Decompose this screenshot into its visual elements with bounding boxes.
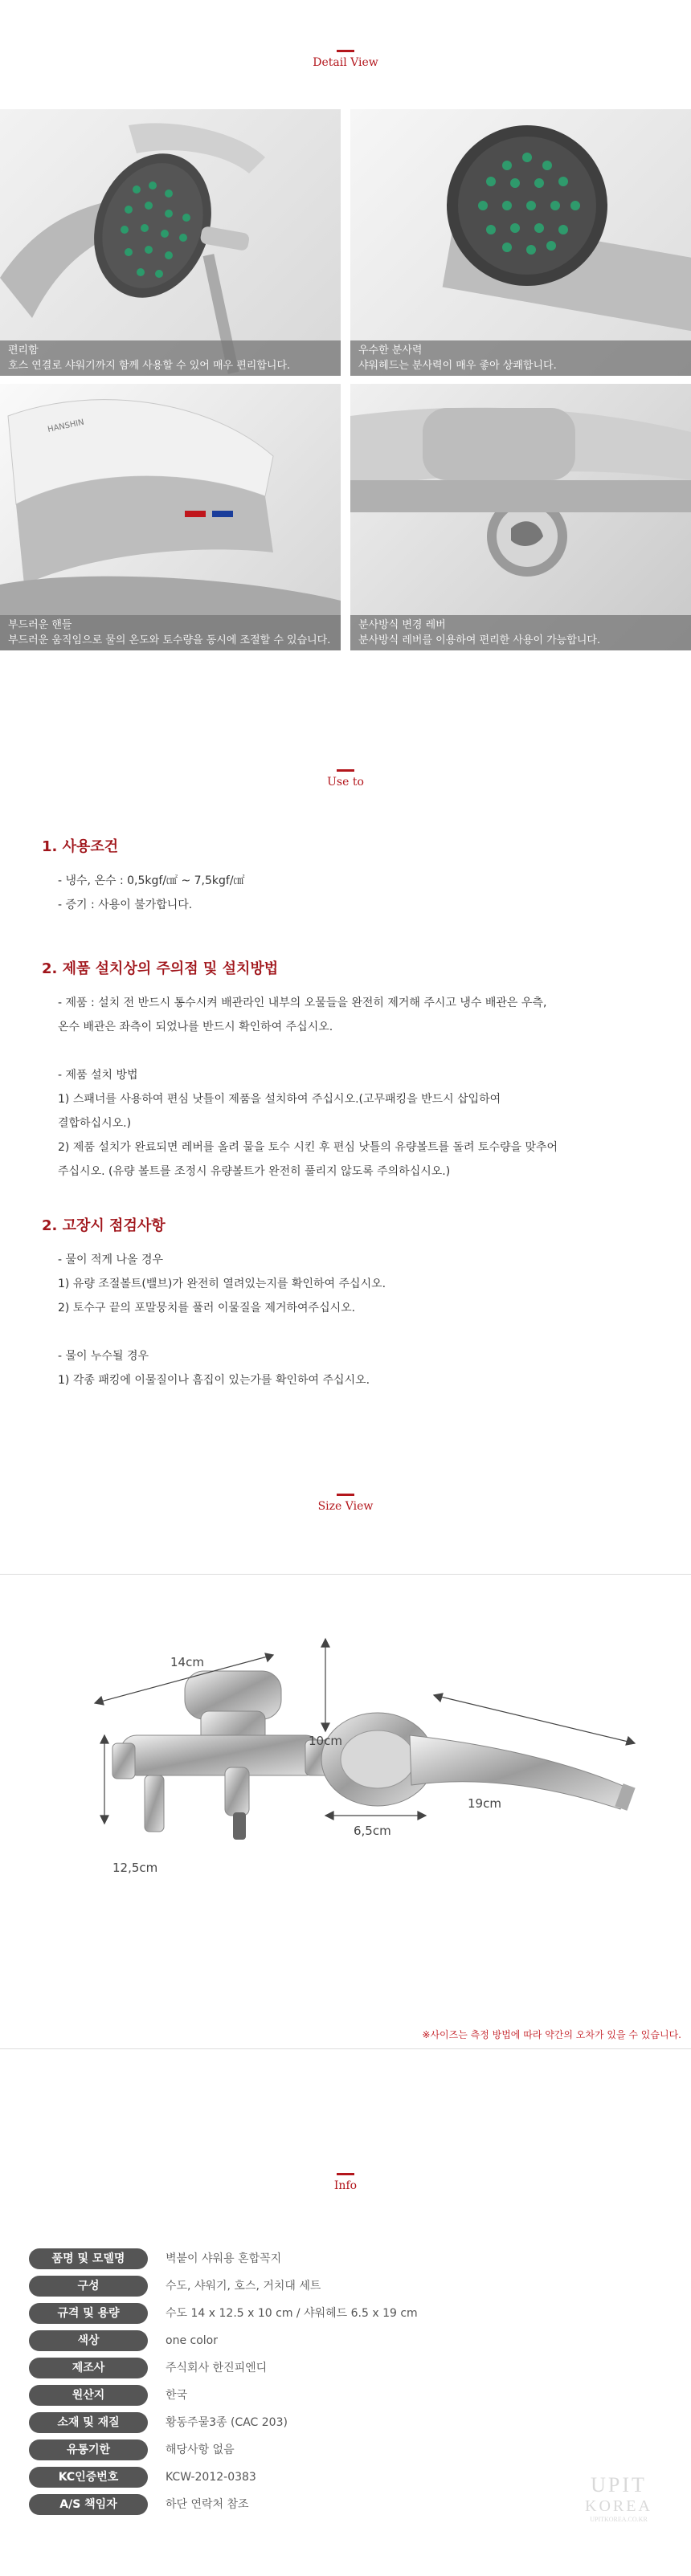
- info-label: 소재 및 재질: [29, 2412, 148, 2433]
- diverter-lever-image: [350, 384, 691, 650]
- photo-convenience: [0, 109, 341, 376]
- info-value: 하단 연락처 참조: [166, 2498, 249, 2511]
- dimension-faucet-height: 10cm: [309, 1734, 342, 1748]
- usage-line: - 증기 : 사용이 불가합니다.: [58, 899, 193, 911]
- usage-line: [42, 1039, 558, 1063]
- watermark-line: UPIT: [591, 2473, 647, 2497]
- photo-caption: [0, 615, 341, 650]
- caption-text: 부드러운 움직임으로 물의 온도와 토수량을 동시에 조절할 수 있습니다.: [8, 634, 331, 646]
- info-value: 해당사항 없음: [166, 2444, 235, 2456]
- faucet-with-showerhead-image: [0, 109, 341, 376]
- svg-text:HANSHIN: HANSHIN: [47, 418, 85, 434]
- dimension-head-length: 19cm: [468, 1796, 501, 1811]
- usage-section: [42, 957, 558, 1184]
- faucet-handle-image: [0, 384, 341, 650]
- photo-spray-power: [350, 109, 691, 376]
- brand-watermark: [562, 2473, 675, 2523]
- photo-caption: [350, 340, 691, 376]
- usage-line: - 물이 적게 나올 경우: [58, 1253, 164, 1266]
- caption-text: 분사방식 레버를 이용하여 편리한 사용이 가능합니다.: [358, 634, 601, 646]
- usage-line: 온수 배관은 좌측이 되었나를 반드시 확인하여 주십시오.: [58, 1021, 333, 1033]
- usage-section: [42, 835, 245, 917]
- info-label: 품명 및 모델명: [29, 2248, 148, 2269]
- usage-line: - 냉수, 온수 : 0,5kgf/㎠ ~ 7,5kgf/㎠: [58, 874, 245, 887]
- info-label: 제조사: [29, 2358, 148, 2378]
- usage-line: - 제품 : 설치 전 반드시 통수시켜 배관라인 내부의 오물들을 완전히 제거해 주시고 냉수 배관은 우측,: [58, 997, 547, 1009]
- section-marker: [337, 2173, 354, 2175]
- info-title: Info: [333, 2179, 358, 2192]
- usage-line: 1) 유량 조절볼트(밸브)가 완전히 열려있는지를 확인하여 주십시오.: [58, 1278, 386, 1290]
- info-label: 구성: [29, 2276, 148, 2297]
- caption-title: 부드러운 핸들: [8, 619, 72, 631]
- info-value: 주식회사 한진피엔디: [166, 2362, 268, 2374]
- info-value: 벽붙이 샤워용 혼합꼭지: [166, 2252, 282, 2265]
- usage-line: - 물이 누수될 경우: [58, 1350, 149, 1363]
- usage-heading: 2. 제품 설치상의 주의점 및 설치방법: [42, 960, 279, 977]
- product-dimension-drawing: [0, 1575, 691, 2048]
- watermark-line: KOREA: [585, 2497, 652, 2515]
- info-value: 수도, 샤워기, 호스, 거치대 세트: [166, 2280, 321, 2293]
- size-note: ※사이즈는 측정 방법에 따라 약간의 오차가 있을 수 있습니다.: [422, 2029, 681, 2040]
- caption-title: 편리함: [8, 344, 39, 357]
- section-marker: [337, 769, 354, 772]
- watermark-line: UPITKOREA.CO.KR: [590, 2516, 648, 2523]
- showerhead-image: [350, 109, 691, 376]
- usage-line: - 제품 설치 방법: [58, 1069, 138, 1082]
- info-value: 수도 14 x 12.5 x 10 cm / 샤워헤드 6.5 x 19 cm: [166, 2307, 418, 2320]
- usage-line: [42, 1320, 386, 1344]
- info-label: 규격 및 용량: [29, 2303, 148, 2324]
- usage-line: 2) 토수구 끝의 포말뭉치를 풀러 이물질을 제거하여주십시오.: [58, 1302, 356, 1314]
- info-label: 색상: [29, 2330, 148, 2351]
- caption-title: 우수한 분사력: [358, 344, 423, 357]
- info-value: one color: [166, 2334, 218, 2347]
- caption-text: 호스 연결로 샤워기까지 함께 사용할 수 있어 매우 편리합니다.: [8, 360, 291, 372]
- usage-heading: 2. 고장시 점검사항: [42, 1217, 166, 1234]
- photo-diverter-lever: [350, 384, 691, 650]
- photo-caption: [0, 340, 341, 376]
- detail-view-title: Detail View: [313, 56, 378, 69]
- info-value: 한국: [166, 2389, 188, 2402]
- caption-text: 샤워헤드는 분사력이 매우 좋아 상쾌합니다.: [358, 360, 557, 372]
- size-diagram: [0, 1574, 691, 2049]
- photo-caption: [350, 615, 691, 650]
- usage-section: [42, 1214, 386, 1392]
- size-view-title: Size View: [317, 1500, 374, 1513]
- caption-title: 분사방식 변경 레버: [358, 619, 446, 631]
- usage-line: 1) 스패너를 사용하여 편심 낫틀이 제품을 설치하여 주십시오.(고무패킹을 반드시 삽입하여: [58, 1093, 501, 1106]
- section-marker: [337, 1494, 354, 1496]
- info-label: 유통기한: [29, 2439, 148, 2460]
- info-label: 원산지: [29, 2385, 148, 2406]
- dimension-head-width: 6,5cm: [354, 1824, 391, 1838]
- usage-line: 주십시오. (유량 볼트를 조정시 유량볼트가 완전히 풀리지 않도록 주의하십시오.): [58, 1165, 451, 1178]
- usage-line: 1) 각종 패킹에 이물질이나 흠집이 있는가를 확인하여 주십시오.: [58, 1374, 370, 1387]
- info-label: A/S 책임자: [29, 2494, 148, 2515]
- dimension-faucet-depth: 12,5cm: [112, 1861, 158, 1875]
- dimension-faucet-width: 14cm: [170, 1655, 204, 1669]
- usage-line: 2) 제품 설치가 완료되면 레버를 올려 물을 토수 시킨 후 편심 낫틀의 유량볼트를 돌려 토수량을 맞추어: [58, 1141, 558, 1154]
- photo-soft-handle: [0, 384, 341, 650]
- section-marker: [337, 50, 354, 52]
- info-value: 황동주물3종 (CAC 203): [166, 2416, 288, 2429]
- usage-line: 결합하십시오.): [58, 1117, 132, 1130]
- use-to-title: Use to: [327, 776, 364, 789]
- info-label: KC인증번호: [29, 2467, 148, 2488]
- usage-heading: 1. 사용조건: [42, 838, 119, 855]
- info-value: KCW-2012-0383: [166, 2471, 256, 2484]
